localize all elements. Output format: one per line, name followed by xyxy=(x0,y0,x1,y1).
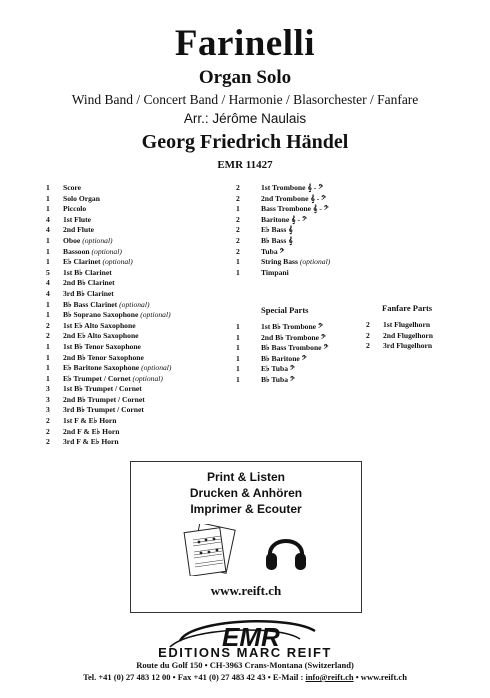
part-name xyxy=(261,194,386,205)
part-name xyxy=(63,247,216,258)
part-name-text: B♭ Bass Trombone 𝄢 xyxy=(261,343,329,353)
part-quantity: 1 xyxy=(236,364,240,374)
part-name xyxy=(63,363,216,374)
part-name-text: B♭ Tuba 𝄢 xyxy=(261,374,295,384)
part-name-text: E♭ Trumpet / Cornet xyxy=(63,373,131,383)
part-name-text: 3rd B♭ Trumpet / Cornet xyxy=(63,405,144,415)
part-name-text: Score xyxy=(63,183,81,192)
part-row xyxy=(46,225,216,236)
part-quantity: 1 xyxy=(46,310,50,320)
part-quantity: 2 xyxy=(236,235,240,245)
part-row xyxy=(46,342,216,353)
part-name-text: 1st F & E♭ Horn xyxy=(63,416,117,426)
part-name-text: B♭ Bass Clarinet xyxy=(63,299,118,309)
part-quantity: 3 xyxy=(46,405,50,415)
part-quantity: 2 xyxy=(46,320,50,330)
part-name xyxy=(63,215,216,226)
part-row xyxy=(46,384,216,395)
part-name xyxy=(383,320,456,331)
part-row xyxy=(46,427,216,438)
part-quantity: 4 xyxy=(46,214,50,224)
fanfare-part-row xyxy=(366,320,456,331)
part-row xyxy=(46,331,216,342)
fanfare-part-row xyxy=(366,341,456,352)
part-name-text: 1st B♭ Trumpet / Cornet xyxy=(63,384,142,394)
part-name-text: 1st B♭ Tenor Saxophone xyxy=(63,341,141,351)
part-name xyxy=(63,437,216,448)
part-row xyxy=(236,225,386,236)
part-quantity: 2 xyxy=(236,214,240,224)
email-link[interactable]: info@reift.ch xyxy=(305,672,354,682)
part-name xyxy=(261,375,366,386)
special-part-row xyxy=(236,343,366,354)
part-row xyxy=(46,395,216,406)
part-row xyxy=(46,268,216,279)
part-quantity: 2 xyxy=(236,225,240,235)
part-name-text: 2nd B♭ Trumpet / Cornet xyxy=(63,394,145,404)
special-part-row xyxy=(236,364,366,375)
part-name xyxy=(261,322,366,333)
part-name xyxy=(63,289,216,300)
part-optional-note: (optional) xyxy=(299,257,331,267)
part-quantity: 4 xyxy=(46,288,50,298)
part-name-text: 2nd B♭ Clarinet xyxy=(63,278,115,288)
part-name xyxy=(63,225,216,236)
part-name-text: String Bass xyxy=(261,257,298,267)
part-quantity: 1 xyxy=(46,235,50,245)
part-row xyxy=(46,204,216,215)
catalog-number: EMR 11427 xyxy=(217,159,273,171)
part-quantity: 2 xyxy=(236,193,240,203)
fanfare-parts-list xyxy=(366,320,456,352)
promo-line-french: Imprimer & Ecouter xyxy=(190,502,302,516)
part-optional-note: (optional) xyxy=(141,363,172,373)
part-quantity: 2 xyxy=(46,426,50,436)
part-name-text: Piccolo xyxy=(63,204,87,214)
part-quantity: 4 xyxy=(46,278,50,288)
part-name-text: 2nd F & E♭ Horn xyxy=(63,426,120,436)
sheet-music-icon xyxy=(181,524,243,576)
part-name xyxy=(63,204,216,215)
part-quantity: 1 xyxy=(236,267,240,277)
part-name-text: 2nd B♭ Tenor Saxophone xyxy=(63,352,144,362)
fanfare-parts-heading: Fanfare Parts xyxy=(382,303,433,313)
part-quantity: 1 xyxy=(46,373,50,383)
fanfare-part-row xyxy=(366,331,456,342)
part-name-text: 1st Flugelhorn xyxy=(383,320,431,329)
part-name xyxy=(261,215,386,226)
part-quantity: 1 xyxy=(46,257,50,267)
arranger: Arr.: Jérôme Naulais xyxy=(183,111,307,126)
promo-line-english: Print & Listen xyxy=(206,470,285,484)
part-name xyxy=(63,257,216,268)
part-name xyxy=(63,405,216,416)
part-name xyxy=(63,268,216,279)
part-name xyxy=(63,194,216,205)
part-name xyxy=(63,236,216,247)
part-quantity: 2 xyxy=(366,320,370,329)
part-row xyxy=(46,183,216,194)
part-name-text: 2nd E♭ Alto Saxophone xyxy=(63,331,139,341)
part-row xyxy=(46,405,216,416)
part-name-text: Solo Organ xyxy=(63,193,100,203)
part-name-text: 1st Flute xyxy=(63,214,92,224)
piece-title: Farinelli xyxy=(174,23,316,64)
part-quantity: 3 xyxy=(46,384,50,394)
headphones-icon xyxy=(263,526,309,574)
special-part-row xyxy=(236,375,366,386)
part-name xyxy=(261,225,386,236)
part-quantity: 1 xyxy=(236,374,240,384)
part-name-text: 2nd B♭ Trombone 𝄢 xyxy=(261,332,326,342)
svg-text:EMR: EMR xyxy=(222,622,280,652)
part-optional-note: (optional) xyxy=(91,246,122,256)
part-optional-note: (optional) xyxy=(82,235,113,245)
parts-list-woodwinds-brass xyxy=(46,183,216,448)
part-optional-note: (optional) xyxy=(102,257,133,267)
part-row xyxy=(46,289,216,300)
publisher-name: EDITIONS MARC REIFT xyxy=(158,645,332,660)
part-name-text: Oboe xyxy=(63,235,81,245)
part-name-text: 1st B♭ Trombone 𝄢 xyxy=(261,322,323,331)
part-quantity: 2 xyxy=(366,341,370,351)
part-name xyxy=(63,416,216,427)
part-row xyxy=(46,194,216,205)
part-name-text: Tuba 𝄢 xyxy=(261,246,285,256)
part-name-text: E♭ Bass 𝄞 xyxy=(261,225,293,235)
part-name-text: E♭ Tuba 𝄢 xyxy=(261,364,295,374)
part-row xyxy=(236,236,386,247)
part-row xyxy=(46,278,216,289)
part-quantity: 3 xyxy=(46,394,50,404)
promo-line-german: Drucken & Anhören xyxy=(189,486,303,500)
part-name-text: 3rd F & E♭ Horn xyxy=(63,437,119,447)
part-quantity: 1 xyxy=(46,204,50,214)
part-name-text: 3rd Flugelhorn xyxy=(383,341,433,351)
part-row xyxy=(236,257,386,268)
part-row xyxy=(46,416,216,427)
part-quantity: 1 xyxy=(236,204,240,214)
part-name-text: 2nd Flute xyxy=(63,225,95,235)
part-name-text: Bass Trombone 𝄞 - 𝄢 xyxy=(261,204,329,214)
part-name-text: B♭ Soprano Saxophone xyxy=(63,310,139,320)
part-name xyxy=(261,257,386,268)
special-parts-heading: Special Parts xyxy=(261,305,309,315)
part-name xyxy=(63,310,216,321)
part-name xyxy=(261,333,366,344)
part-name xyxy=(261,364,366,375)
part-name xyxy=(261,343,366,354)
part-name xyxy=(63,395,216,406)
part-name xyxy=(261,268,386,279)
part-quantity: 1 xyxy=(236,322,240,331)
part-name xyxy=(63,278,216,289)
contact-phone-fax: Tel. +41 (0) 27 483 12 00 • Fax +41 (0) 27 483 42 43 • E-Mail : xyxy=(83,672,306,682)
part-name xyxy=(63,342,216,353)
part-name xyxy=(63,300,216,311)
part-quantity: 1 xyxy=(46,341,50,351)
part-quantity: 1 xyxy=(46,363,50,373)
part-row xyxy=(236,268,386,279)
ensemble-list: Wind Band / Concert Band / Harmonie / Blasorchester / Fanfare xyxy=(71,92,419,107)
part-name-text: 3rd B♭ Clarinet xyxy=(63,288,114,298)
part-quantity: 1 xyxy=(236,353,240,363)
part-quantity: 1 xyxy=(236,257,240,267)
special-parts-list xyxy=(236,322,366,386)
part-name-text: Timpani xyxy=(261,267,289,277)
part-row xyxy=(46,437,216,448)
part-name xyxy=(63,353,216,364)
part-quantity: 1 xyxy=(46,299,50,309)
part-name-text: 2nd Trombone 𝄞 - 𝄢 xyxy=(261,193,327,203)
part-quantity: 5 xyxy=(46,267,50,277)
publisher-contact xyxy=(0,672,490,682)
part-name-text: 1st E♭ Alto Saxophone xyxy=(63,320,136,330)
part-row xyxy=(46,300,216,311)
part-row xyxy=(46,363,216,374)
part-quantity: 2 xyxy=(46,416,50,426)
part-quantity: 2 xyxy=(46,331,50,341)
special-part-row xyxy=(236,354,366,365)
part-name xyxy=(63,427,216,438)
part-name xyxy=(383,341,456,352)
print-listen-box[interactable] xyxy=(130,461,362,613)
part-row xyxy=(46,321,216,332)
part-optional-note: (optional) xyxy=(140,310,171,320)
part-quantity: 4 xyxy=(46,225,50,235)
part-name xyxy=(261,183,386,194)
part-name-text: B♭ Bass 𝄞 xyxy=(261,235,293,245)
part-name xyxy=(63,183,216,194)
part-row xyxy=(46,257,216,268)
part-row xyxy=(236,183,386,194)
part-optional-note: (optional) xyxy=(119,299,150,309)
special-part-row xyxy=(236,333,366,344)
part-row xyxy=(46,353,216,364)
part-name-text: E♭ Clarinet xyxy=(63,257,101,267)
part-name xyxy=(63,331,216,342)
part-name-text: Baritone 𝄞 - 𝄢 xyxy=(261,214,307,224)
part-name xyxy=(261,236,386,247)
promo-website-link[interactable]: www.reift.ch xyxy=(210,583,282,598)
composer: Georg Friedrich Händel xyxy=(141,131,349,153)
part-row xyxy=(46,374,216,385)
part-name xyxy=(63,374,216,385)
part-name-text: B♭ Baritone 𝄢 xyxy=(261,353,307,363)
part-quantity: 1 xyxy=(46,246,50,256)
part-quantity: 1 xyxy=(236,332,240,342)
part-name xyxy=(383,331,456,342)
part-name xyxy=(261,354,366,365)
part-optional-note: (optional) xyxy=(132,373,163,383)
part-quantity: 1 xyxy=(46,193,50,203)
part-row xyxy=(236,247,386,258)
part-quantity: 1 xyxy=(46,183,50,192)
part-name xyxy=(261,204,386,215)
special-part-row xyxy=(236,322,366,333)
part-row xyxy=(236,204,386,215)
part-quantity: 1 xyxy=(46,352,50,362)
part-name xyxy=(63,384,216,395)
part-name-text: 2nd Flugelhorn xyxy=(383,330,434,340)
part-name-text: 1st Trombone 𝄞 - 𝄢 xyxy=(261,183,324,192)
part-quantity: 2 xyxy=(366,330,370,340)
part-name-text: 1st B♭ Clarinet xyxy=(63,267,112,277)
contact-website[interactable]: • www.reift.ch xyxy=(353,672,407,682)
part-name-text: E♭ Baritone Saxophone xyxy=(63,363,140,373)
part-quantity: 1 xyxy=(236,343,240,353)
part-row xyxy=(46,247,216,258)
part-name-text: Bassoon xyxy=(63,246,90,256)
part-name xyxy=(63,321,216,332)
parts-list-low-brass xyxy=(236,183,386,278)
part-row xyxy=(46,215,216,226)
part-quantity: 2 xyxy=(236,246,240,256)
part-row xyxy=(46,236,216,247)
piece-subtitle: Organ Solo xyxy=(198,67,292,88)
part-quantity: 2 xyxy=(236,183,240,192)
publisher-address: Route du Golf 150 • CH-3963 Crans-Montana (Switzerland) xyxy=(136,660,354,670)
part-row xyxy=(236,194,386,205)
part-row xyxy=(236,215,386,226)
part-name xyxy=(261,247,386,258)
part-row xyxy=(46,310,216,321)
part-quantity: 2 xyxy=(46,437,50,447)
